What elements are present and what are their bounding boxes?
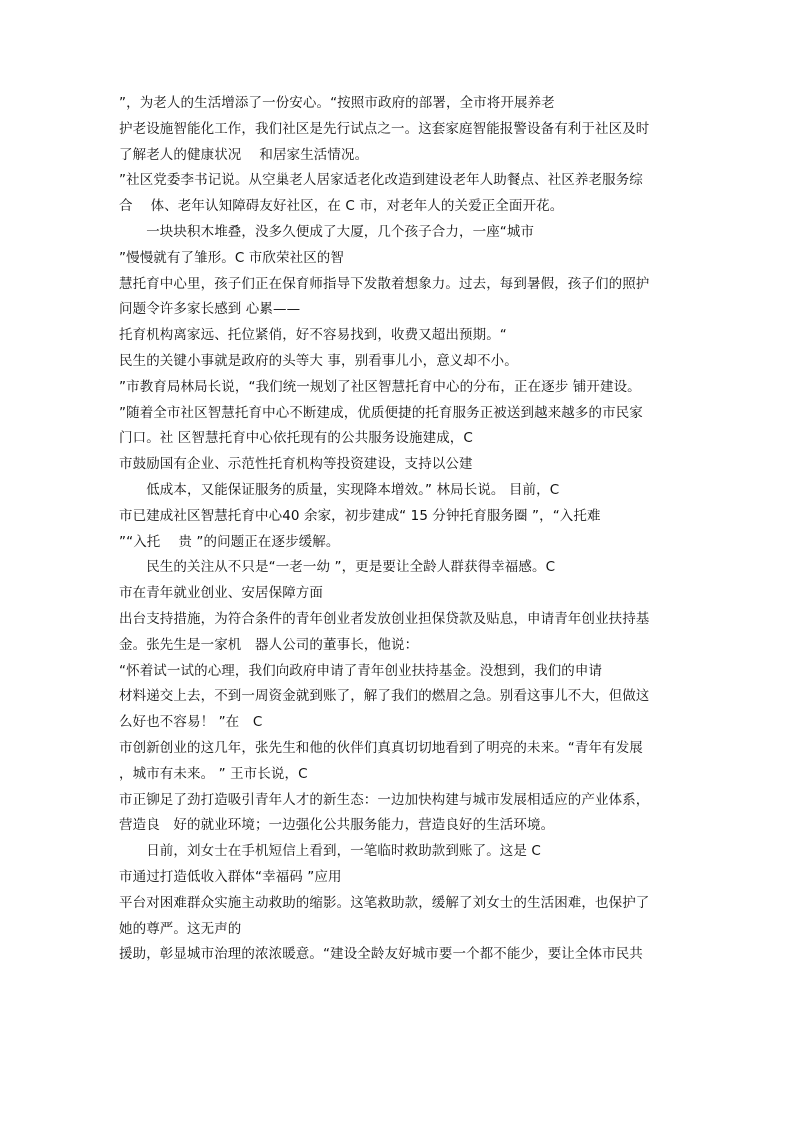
text-line: 门口。社 区智慧托育中心依托现有的公共服务设施建成，C [119,430,473,447]
text-line: 一块块积木堆叠，没多久便成了大厦，几个孩子合力，一座“城市 [119,223,535,240]
text-line: 了解老人的健康状况 和居家生活情况。 [119,146,369,163]
text-line: 民生的关注从不只是“一老一幼 ”，更是要让全龄人群获得幸福感。C [119,559,556,576]
text-line: ”“入托 贵 ”的问题正在逐步缓解。 [119,533,340,550]
text-line: 市鼓励国有企业、示范性托育机构等投资建设，支持以公建 [119,456,473,473]
text-line: 营造良 好的就业环境；一边强化公共服务能力，营造良好的生活环境。 [119,817,555,834]
text-line: ”社区党委李书记说。从空巢老人居家适老化改造到建设老年人助餐点、社区养老服务综 [119,172,643,189]
text-line: 市通过打造低收入群体“幸福码 ”应用 [119,868,342,885]
text-line: 市正铆足了劲打造吸引青年人才的新生态：一边加快构建与城市发展相适应的产业体系， [119,791,650,808]
text-line: ”随着全市社区智慧托育中心不断建成，优质便捷的托育服务正被送到越来越多的市民家 [119,404,643,421]
text-line: 民生的关键小事就是政府的头等大 事，别看事儿小，意义却不小。 [119,352,518,369]
text-line: 援助，彰显城市治理的浓浓暖意。“建设全龄友好城市要一个都不能少，要让全体市民共 [119,946,643,963]
text-line: 合 体、老年认知障碍友好社区，在 C 市，对老年人的关爱正全面开花。 [119,198,564,215]
text-line: 托育机构离家远、托位紧俏，好不容易找到，收费又超出预期。“ [119,327,507,344]
text-line: 市在青年就业创业、安居保障方面 [119,585,323,602]
text-line: 材料递交上去，不到一周资金就到账了，解了我们的燃眉之急。别看这事儿不大，但做这 [119,688,650,705]
text-line: ，城市有未来。 ” 王市长说，C [119,765,308,782]
text-line: ”，为老人的生活增添了一份安心。“按照市政府的部署，全市将开展养老 [119,95,555,111]
text-line: 平台对困难群众实施主动救助的缩影。这笔救助款，缓解了刘女士的生活困难，也保护了 [119,894,650,911]
text-line: 护老设施智能化工作，我们社区是先行试点之一。这套家庭智能报警设备有利于社区及时 [119,120,650,137]
text-line: 出台支持措施，为符合条件的青年创业者发放创业担保贷款及贴息，申请青年创业扶持基 [119,610,650,627]
text-line: 市已建成社区智慧托育中心40 余家，初步建成“ 15 分钟托育服务圈 ”，“入托难 [119,507,601,524]
text-line: 市创新创业的这几年，张先生和他的伙伴们真真切切地看到了明亮的未来。“青年有发展 [119,739,643,756]
text-line: “怀着试一试的心理，我们向政府申请了青年创业扶持基金。没想到，我们的申请 [119,662,603,679]
text-line: 低成本，又能保证服务的质量，实现降本增效。” 林局长说。 目前，C [119,481,560,498]
text-line: 日前，刘女士在手机短信上看到，一笔临时救助款到账了。这是 C [119,843,541,860]
text-line: 她的尊严。这无声的 [119,920,242,937]
text-line: 金。张先生是一家机 器人公司的董事长，他说： [119,636,419,653]
text-line: ”市教育局林局长说，“我们统一规划了社区智慧托育中心的分布，正在逐步 铺开建设。 [119,378,641,395]
article-body [119,91,679,968]
text-line: 么好也不容易！ ”在 C [119,714,263,731]
text-line: 慧托育中心里，孩子们正在保育师指导下发散着想象力。过去，每到暑假，孩子们的照护 [119,275,650,292]
text-line: ”慢慢就有了雏形。C 市欣荣社区的智 [119,249,345,266]
text-line: 问题令许多家长感到 心累—— [119,301,301,318]
